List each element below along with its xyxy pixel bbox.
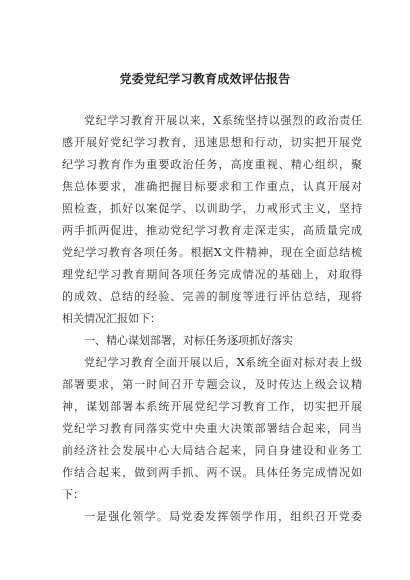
section-heading: 一、精心谋划部署，对标任务逐项抓好落实 — [84, 334, 293, 347]
paragraph-line: 相关情况汇报如下： — [62, 312, 161, 325]
paragraph-line: 作结合起来，做到两手抓、两不误。具体任务完成情况如 — [62, 466, 362, 479]
document-title: 党委党纪学习教育成效评估报告 — [119, 72, 291, 86]
paragraph-line: 党纪学习教育全面开展以后，X系统全面对标对表上级 — [84, 356, 362, 369]
paragraph-line: 焦总体要求，准确把握目标要求和工作重点，认真开展对 — [62, 180, 362, 193]
paragraph-line: 党纪学习教育开展以来，X系统坚持以强烈的政治责任 — [84, 114, 362, 127]
paragraph-line: 前经济社会发展中心大局结合起来，同自身建设和业务工 — [62, 444, 362, 457]
paragraph-line: 部署要求，第一时间召开专题会议，及时传达上级会议精 — [62, 378, 362, 391]
paragraph-line: 神，谋划部署本系统开展党纪学习教育工作，切实把开展 — [62, 400, 362, 413]
paragraph-line: 感开展好党纪学习教育，迅速思想和行动，切实把开展党 — [62, 136, 362, 149]
paragraph-line: 的成效、总结的经验、完善的制度等进行评估总结，现将 — [62, 290, 362, 303]
paragraph-line: 两手抓两促进，推动党纪学习教育走深走实，高质量完成 — [62, 224, 362, 237]
paragraph-line: 下： — [62, 488, 84, 501]
paragraph-line: 照检查，抓好以案促学、以训助学，力戒形式主义，坚持 — [62, 202, 362, 215]
paragraph-line: 理党纪学习教育期间各项任务完成情况的基础上，对取得 — [62, 268, 362, 281]
paragraph-line: 党纪学习教育同落实党中央重大决策部署结合起来，同当 — [62, 422, 362, 435]
paragraph-line: 党纪学习教育各项任务。根据X文件精神，现在全面总结梳 — [62, 246, 362, 259]
paragraph-line: 一是强化领学。局党委发挥领学作用，组织召开党委 — [84, 510, 362, 523]
paragraph-line: 纪学习教育作为重要政治任务，高度重视、精心组织，聚 — [62, 158, 362, 171]
